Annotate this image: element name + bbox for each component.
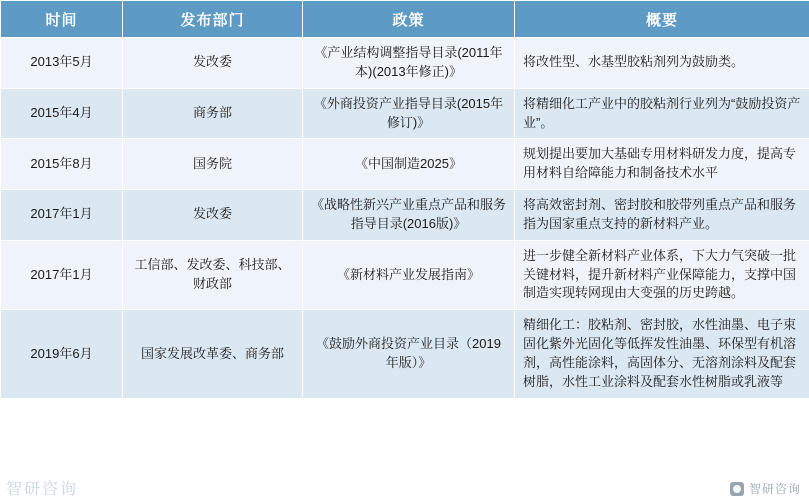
cell-policy: 《战略性新兴产业重点产品和服务指导目录(2016版)》 — [303, 190, 515, 241]
column-header-summary: 概要 — [515, 1, 809, 38]
table-body — [1, 38, 809, 399]
cell-summary: 精细化工：胶粘剂、密封胶，水性油墨、电子束固化紫外光固化等低挥发性油墨、环保型有机溶剂，高性能涂料，高固体分、无溶剂涂料及配套树脂，水性工业涂料及配套水性树脂或乳液等 — [515, 310, 809, 398]
cell-time: 2019年6月 — [1, 310, 123, 398]
table-header — [1, 1, 809, 38]
watermark-right — [730, 480, 801, 497]
cell-time: 2015年4月 — [1, 88, 123, 139]
cell-policy: 《鼓励外商投资产业目录（2019年版）》 — [303, 310, 515, 398]
cell-time: 2015年8月 — [1, 139, 123, 190]
cell-policy: 《产业结构调整指导目录(2011年本)(2013年修正)》 — [303, 38, 515, 89]
cell-department: 商务部 — [123, 88, 303, 139]
cell-policy: 《新材料产业发展指南》 — [303, 240, 515, 310]
cell-department: 国务院 — [123, 139, 303, 190]
watermark-logo-icon — [730, 482, 744, 496]
watermark-left: 智研咨询 — [6, 481, 79, 498]
cell-summary: 将高效密封剂、密封胶和胶带列重点产品和服务指为国家重点支持的新材料产业。 — [515, 190, 809, 241]
cell-department: 工信部、发改委、科技部、财政部 — [123, 240, 303, 310]
column-header-time: 时间 — [1, 1, 123, 38]
cell-summary: 将改性型、水基型胶粘剂列为鼓励类。 — [515, 38, 809, 89]
column-header-policy: 政策 — [303, 1, 515, 38]
table-row — [1, 88, 809, 139]
table-row — [1, 240, 809, 310]
cell-time: 2013年5月 — [1, 38, 123, 89]
table-row — [1, 38, 809, 89]
cell-department: 发改委 — [123, 38, 303, 89]
cell-department: 国家发展改革委、商务部 — [123, 310, 303, 398]
watermark-right-label: 智研咨询 — [748, 482, 801, 496]
table-row — [1, 190, 809, 241]
cell-summary: 将精细化工产业中的胶粘剂行业列为“鼓励投资产业”。 — [515, 88, 809, 139]
table-row — [1, 139, 809, 190]
table-row — [1, 310, 809, 398]
cell-time: 2017年1月 — [1, 240, 123, 310]
cell-summary: 规划提出要加大基础专用材料研发力度，提高专用材料自给障能力和制备技术水平 — [515, 139, 809, 190]
cell-time: 2017年1月 — [1, 190, 123, 241]
table-header-row — [1, 1, 809, 38]
cell-policy: 《中国制造2025》 — [303, 139, 515, 190]
cell-department: 发改委 — [123, 190, 303, 241]
column-header-department: 发布部门 — [123, 1, 303, 38]
cell-policy: 《外商投资产业指导目录(2015年修订)》 — [303, 88, 515, 139]
cell-summary: 进一步健全新材料产业体系，下大力气突破一批关键材料，提升新材料产业保障能力，支撑中国制造实现转网现由大变强的历史跨越。 — [515, 240, 809, 310]
